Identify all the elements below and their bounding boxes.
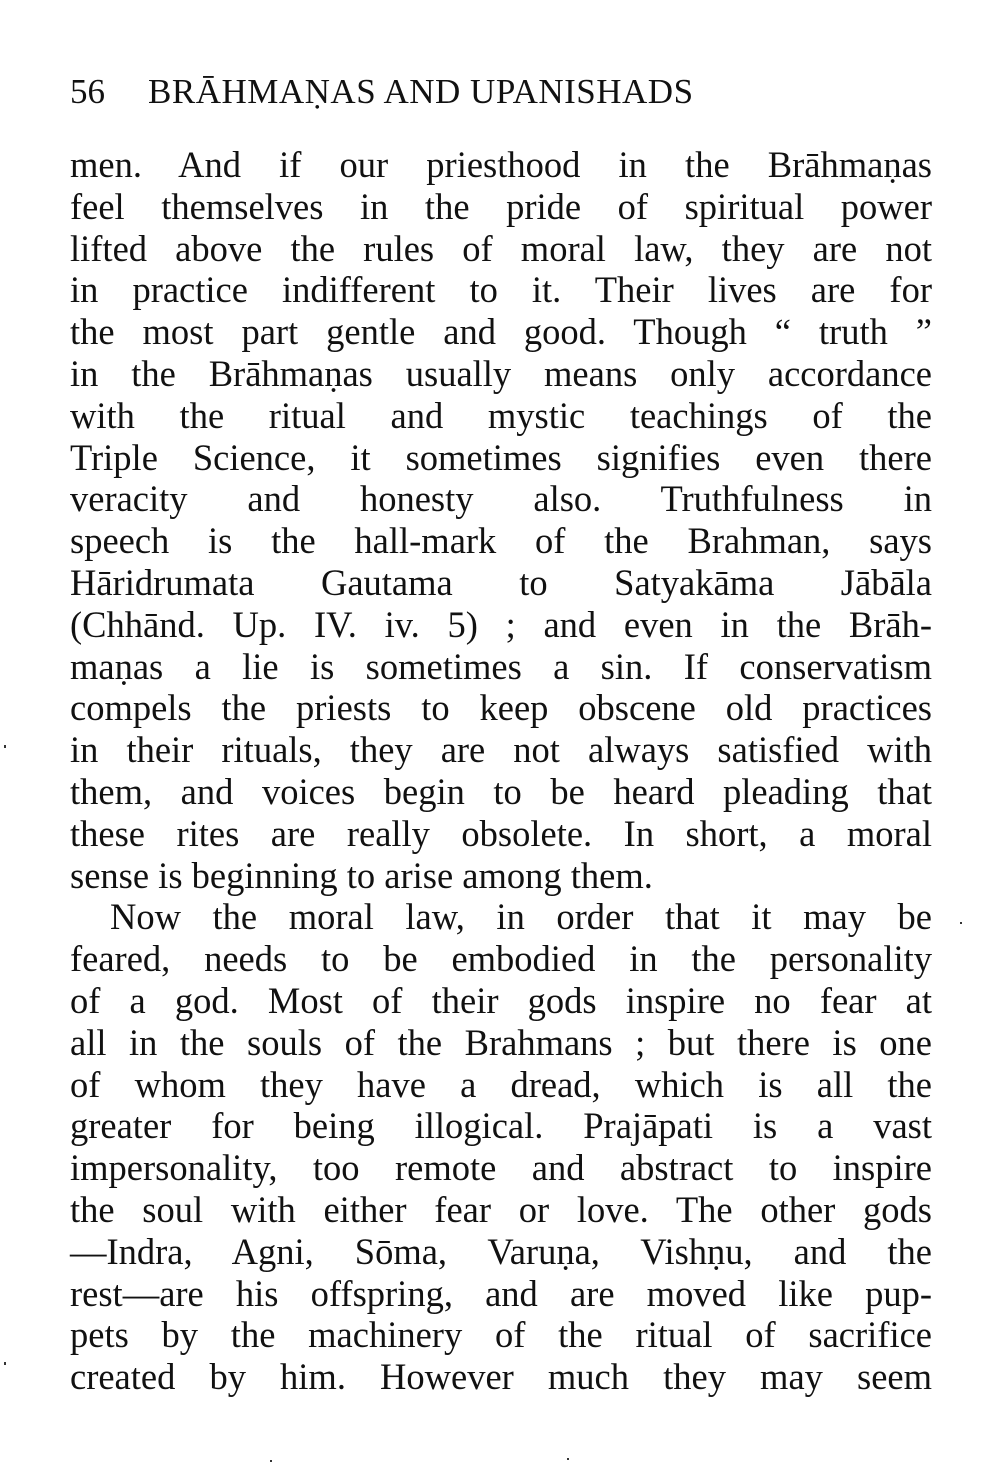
scan-speck bbox=[567, 1458, 569, 1460]
text-line: rest—are his offspring, and are moved like pup- bbox=[70, 1272, 932, 1314]
text-line: in the Brāhmaṇas usually means only accordance bbox=[70, 352, 932, 394]
text-line: all in the souls of the Brahmans ; but there is one bbox=[70, 1021, 932, 1063]
running-title: BRĀHMAṆAS AND UPANISHADS bbox=[148, 72, 694, 111]
text-line: compels the priests to keep obscene old practices bbox=[70, 687, 932, 729]
text-line: feared, needs to be embodied in the personality bbox=[70, 938, 932, 980]
text-line: men. And if our priesthood in the Brāhmaṇas bbox=[70, 144, 932, 185]
text-line: with the ritual and mystic teachings of the bbox=[70, 394, 932, 436]
text-line: —Indra, Agni, Sōma, Varuṇa, Vishṇu, and the bbox=[70, 1230, 932, 1272]
text-line: these rites are really obsolete. In short, a moral bbox=[70, 812, 932, 854]
book-page bbox=[70, 62, 932, 1398]
scan-speck bbox=[4, 745, 6, 748]
scan-speck bbox=[270, 1460, 272, 1462]
scan-speck bbox=[960, 922, 962, 924]
text-line: Triple Science, it sometimes signifies even there bbox=[70, 436, 932, 478]
text-line: sense is beginning to arise among them. bbox=[70, 854, 653, 896]
text-line: created by him. However much they may seem bbox=[70, 1356, 932, 1398]
text-line: greater for being illogical. Prajāpati is a vast bbox=[70, 1105, 932, 1147]
text-line: pets by the machinery of the ritual of sacrifice bbox=[70, 1314, 932, 1356]
text-line: Hāridrumata Gautama to Satyakāma Jābāla bbox=[70, 561, 932, 603]
text-line: veracity and honesty also. Truthfulness in bbox=[70, 478, 932, 520]
text-line: in their rituals, they are not always satisfied with bbox=[70, 729, 932, 771]
page-number: 56 bbox=[70, 72, 105, 111]
text-line: in practice indifferent to it. Their lives are for bbox=[70, 269, 932, 311]
text-line: speech is the hall-mark of the Brahman, says bbox=[70, 520, 932, 562]
text-line: feel themselves in the pride of spiritual power bbox=[70, 185, 932, 227]
text-line: maṇas a lie is sometimes a sin. If conservatism bbox=[70, 645, 932, 687]
text-line: of a god. Most of their gods inspire no fear at bbox=[70, 979, 932, 1021]
text-line: (Chhānd. Up. IV. iv. 5) ; and even in the Brāh- bbox=[70, 603, 932, 645]
scan-speck bbox=[4, 1362, 6, 1365]
text-line: the most part gentle and good. Though “ truth ” bbox=[70, 311, 932, 353]
body-text bbox=[70, 144, 932, 1398]
text-line: them, and voices begin to be heard pleading that bbox=[70, 770, 932, 812]
paragraph-start-line: Now the moral law, in order that it may be bbox=[110, 896, 932, 938]
text-line: impersonality, too remote and abstract to inspire bbox=[70, 1147, 932, 1189]
text-line: of whom they have a dread, which is all the bbox=[70, 1063, 932, 1105]
text-line: the soul with either fear or love. The other gods bbox=[70, 1188, 932, 1230]
text-line: lifted above the rules of moral law, they are not bbox=[70, 227, 932, 269]
page-header bbox=[70, 62, 932, 144]
